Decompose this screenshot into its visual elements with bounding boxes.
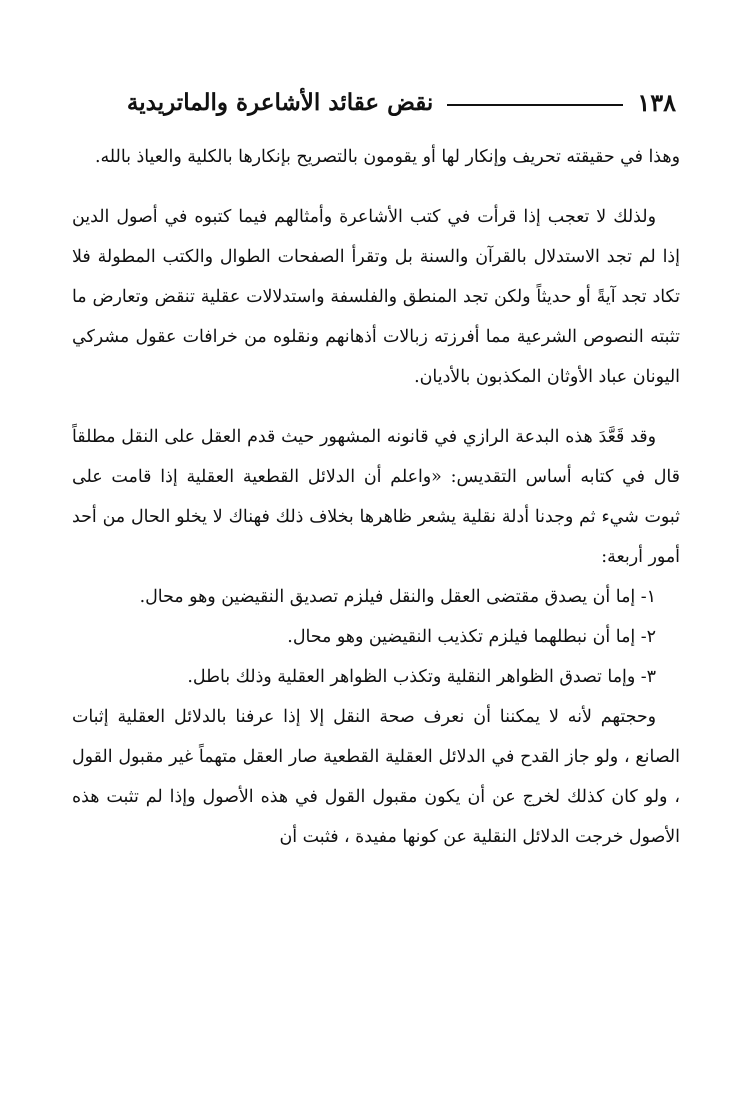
paragraph: ولذلك لا تعجب إذا قرأت في كتب الأشاعرة وأمثالهم فيما كتبوه في أصول الدين إذا لم تجد الاستدلال بالقرآن والسنة بل وتقرأ الصفحات الطوال والكتب المطولة فلا تكاد تجد آيةً أو حديثاً ولكن تجد المنطق والفلسفة واستدلالات عقلية تنقض وتعارض ما تثبته النصوص الشرعية مما أفرزته زبالات أذهانهم ونقلوه من خرافات عقول مشركي اليونان عباد الأوثان المكذبون بالأديان. bbox=[72, 207, 680, 387]
list-item: ١- إما أن يصدق مقتضى العقل والنقل فيلزم تصديق النقيضين وهو محال. bbox=[139, 587, 656, 607]
running-title: نقض عقائد الأشاعرة والماتريدية bbox=[126, 88, 434, 116]
paragraph: وهذا في حقيقته تحريف وإنكار لها أو يقومون بالتصريح بإنكارها بالكلية والعياذ بالله. bbox=[94, 147, 680, 167]
page-number: ١٣٨ bbox=[637, 87, 676, 117]
header-rule bbox=[447, 104, 623, 106]
list-item: ٣- وإما تصدق الظواهر النقلية وتكذب الظواهر العقلية وذلك باطل. bbox=[187, 667, 656, 687]
body-text bbox=[72, 137, 680, 857]
paragraph: وقد قَعَّدَ هذه البدعة الرازي في قانونه المشهور حيث قدم العقل على النقل مطلقاً قال في كتابه أساس التقديس: «واعلم أن الدلائل القطعية العقلية إذا قامت على ثبوت شيء ثم وجدنا أدلة نقلية يشعر ظاهرها بخلاف ذلك فهناك لا يخلو الحال من أحد أمور أربعة: bbox=[72, 427, 680, 567]
page-header bbox=[86, 82, 676, 122]
paragraph: وحجتهم لأنه لا يمكننا أن نعرف صحة النقل إلا إذا عرفنا بالدلائل العقلية إثبات الصانع ، ولو جاز القدح في الدلائل العقلية القطعية صار العقل متهماً غير مقبول القول ، ولو كان كذلك لخرج عن أن يكون مقبول القول في هذه الأصول وإذا لم تثبت هذه الأصول خرجت الدلائل النقلية عن كونها مفيدة ، فثبت أن bbox=[72, 707, 680, 847]
list-item: ٢- إما أن نبطلهما فيلزم تكذيب النقيضين وهو محال. bbox=[287, 627, 656, 647]
